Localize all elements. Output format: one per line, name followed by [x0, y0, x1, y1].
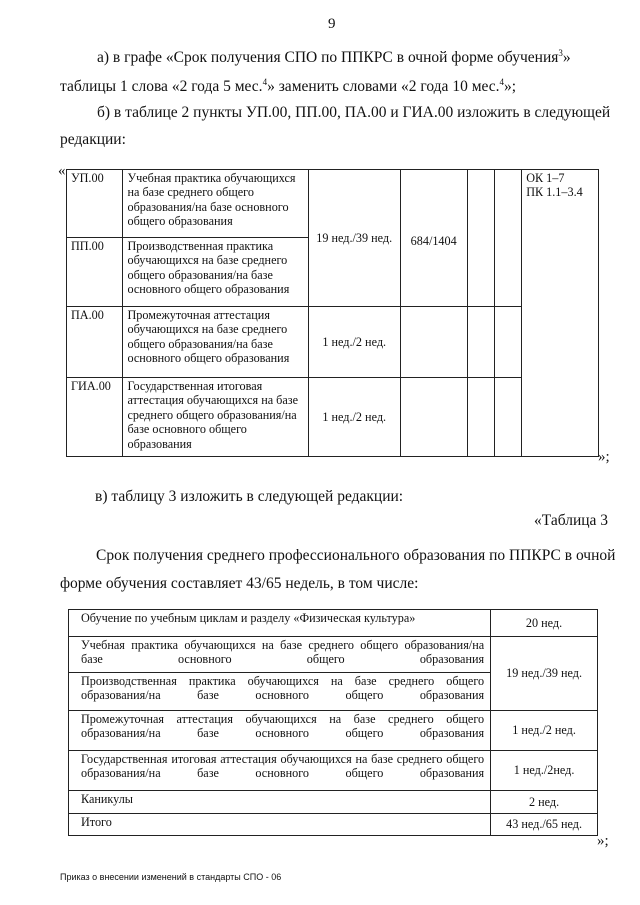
table2-code: ГИА.00	[67, 378, 123, 457]
table2-name: Промежуточная аттестация обучающихся на базе среднего общего образования/на базе основного общего образования	[123, 307, 308, 378]
table3-merged-value: 19 нед./39 нед.	[491, 637, 598, 711]
table3-value: 1 нед./2 нед.	[491, 711, 598, 751]
footnote-3: 3	[558, 48, 563, 58]
table3-value: 1 нед./2нед.	[491, 751, 598, 791]
table3-row	[69, 814, 598, 836]
item-a-line2: таблицы 1 слова «2 года 5 мес.$^4$» заменить словами «2 года 10 мес.$^4$»;	[60, 77, 517, 96]
para-line1: Срок получения среднего профессионального образования по ППКРС в очной	[96, 547, 616, 564]
table2-close-quote: »;	[598, 449, 610, 465]
table2-weeks: 1 нед./2 нед.	[308, 378, 400, 457]
table3-row	[69, 637, 598, 673]
table2-merged-weeks: 19 нед./39 нед.	[308, 170, 400, 307]
table2-row-gia	[67, 378, 599, 457]
table3-label: Итого	[69, 814, 491, 836]
table2-name: Производственная практика обучающихся на базе среднего общего образования/на базе основного общего образования	[123, 238, 308, 307]
table2-empty-cell	[494, 378, 522, 457]
table3-label: Обучение по учебным циклам и разделу «Физическая культура»	[69, 610, 491, 637]
item-b-line1: б) в таблице 2 пункты УП.00, ПП.00, ПА.00 и ГИА.00 изложить в следующей	[97, 104, 611, 121]
table2-empty-cell	[467, 378, 494, 457]
competence-ok: ОК 1–7	[526, 171, 565, 185]
table3-label: Промежуточная аттестация обучающихся на базе среднего общего образования/на базе основного общего образования	[69, 711, 491, 751]
table2-empty-cell	[467, 170, 494, 307]
table2-code: ПП.00	[67, 238, 123, 307]
table2-row-pa	[67, 307, 599, 378]
table3-row	[69, 751, 598, 791]
table2-competences	[522, 170, 599, 457]
table2-merged-hours: 684/1404	[400, 170, 467, 307]
table3-value: 2 нед.	[491, 791, 598, 814]
table2-open-quote: «	[58, 163, 66, 179]
item-c-text: в) таблицу 3 изложить в следующей редакции:	[95, 488, 404, 505]
table2-row-up	[67, 170, 599, 238]
table2-empty-cell	[467, 307, 494, 378]
page-number: 9	[328, 16, 336, 32]
table3-label: Государственная итоговая аттестация обучающихся на базе среднего общего образования/на базе основного общего образования	[69, 751, 491, 791]
table3-value: 20 нед.	[491, 610, 598, 637]
para-line2: форме обучения составляет 43/65 недель, в том числе:	[60, 575, 419, 592]
table2-name: Учебная практика обучающихся на базе среднего общего образования/на базе основного общего образования	[123, 170, 308, 238]
table2-empty-cell	[400, 378, 467, 457]
table2	[66, 169, 599, 457]
item-a-line1	[97, 48, 605, 67]
table3-label: Каникулы	[69, 791, 491, 814]
table3-label: Производственная практика обучающихся на базе среднего общего образования/на базе основного общего образования	[69, 673, 491, 711]
table3-row	[69, 711, 598, 751]
table3-row	[69, 791, 598, 814]
table3-close-quote: »;	[597, 833, 609, 849]
table2-empty-cell	[494, 307, 522, 378]
competence-pk: ПК 1.1–3.4	[526, 185, 583, 200]
table3-label: «Таблица 3	[534, 512, 609, 529]
table3-label: Учебная практика обучающихся на базе среднего общего образования/на базе основного общего образования	[69, 637, 491, 673]
footer: Приказ о внесении изменений в стандарты СПО - 06	[60, 872, 282, 882]
footnote-4a: 4	[262, 77, 268, 87]
table3	[68, 609, 598, 836]
table2-code: ПА.00	[67, 307, 123, 378]
item-b-line2: редакции:	[60, 131, 126, 148]
item-a-line1-text: а) в графе «Срок получения СПО по ППКРС в очной форме обучения$^3$»	[97, 48, 571, 67]
table3-row	[69, 610, 598, 637]
table2-weeks: 1 нед./2 нед.	[308, 307, 400, 378]
table2-empty-cell	[494, 170, 522, 307]
table2-name: Государственная итоговая аттестация обучающихся на базе среднего общего образования/на базе основного общего образования	[123, 378, 308, 457]
table2-empty-cell	[400, 307, 467, 378]
table2-code: УП.00	[67, 170, 123, 238]
table3-value: 43 нед./65 нед.	[491, 814, 598, 836]
footnote-4b: 4	[499, 77, 505, 87]
